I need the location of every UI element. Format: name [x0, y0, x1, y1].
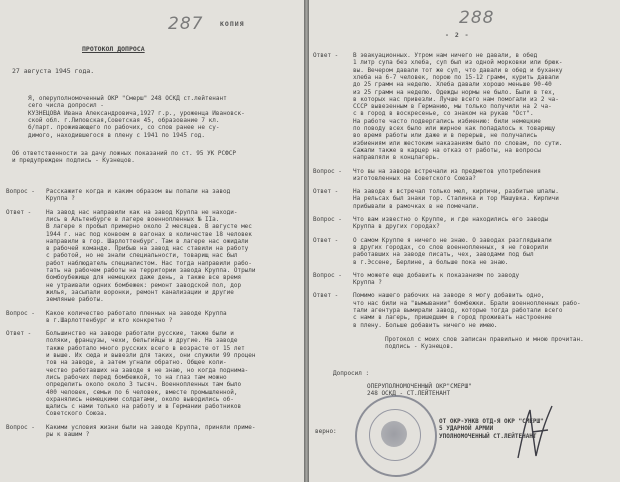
round-seal-icon — [355, 395, 437, 477]
intro-line: сего числа допросил - — [28, 102, 104, 110]
qa-right-line: Сажали также в карцер на отказ от работы, на вопросы — [353, 146, 541, 154]
qa-right-line: 1 литр супа без хлеба, суп был из одной морковки или брюк- — [353, 59, 563, 67]
qa-right-label: Ответ - — [313, 188, 339, 196]
qa-left-line: не утраивали одних бомбежек: ремонт заводской пол, дор — [46, 281, 242, 289]
qa-right-line: Что вам известно о Круппе, и где находились его заводы — [353, 216, 549, 223]
qa-left-line: определить около около 3 тысяч. Военнопленных там было — [46, 381, 242, 389]
qa-left-line: ры к вашим ? — [46, 431, 90, 438]
left-page — [0, 0, 304, 482]
qa-left-line: бомбоубежище для немецких даже день, а также все время — [46, 274, 242, 282]
qa-left-line: Какое количество работало пленных на заводе Круппа — [46, 309, 227, 317]
document-date: 27 августа 1945 года. — [12, 67, 95, 75]
qa-left-line: На завод нас направили как на завод Круппа не находи- — [46, 208, 238, 216]
verified-line: УПОЛНОМОЧЕННЫЙ СТ.ЛЕЙТЕНАНТ — [439, 432, 537, 440]
qa-left-line: жилья, засыпали воронки, ремонт канализации и другие — [46, 288, 234, 296]
warning-line: и предупрежден подпись - Кузнецов. — [12, 157, 135, 165]
copy-stamp: КОПИЯ — [220, 20, 245, 28]
qa-right-line: тали агентура вымирали завод, которые тогда работали всего — [353, 307, 563, 314]
qa-left-line: Советского Союза. — [46, 410, 108, 418]
qa-right-line: по поводу всех было или жирное как попадалось к товарищу — [353, 125, 556, 132]
qa-left-line: лись в Альтенбурге в лагере военнопленных № IIа. — [46, 215, 220, 223]
qa-right-line: с в город в воскресенье, со знаком на рукав "Ост". — [353, 110, 534, 118]
qa-left-line: работ наблюдатель специалистом. Нас тогда направили рабо- — [46, 259, 252, 267]
intro-line: б/парт. проживающего по рабочих, со слов ранее не су- — [28, 124, 220, 132]
qa-right-line: хлеба на 6-7 человек, порою по 15-12 грамм, курить давали — [353, 73, 559, 81]
document-title: ПРОТОКОЛ ДОПРОСА — [82, 45, 145, 53]
qa-left-line: поляки, французы, чехи, бельгийцы и другие. На заводе — [46, 337, 238, 345]
qa-right-line: во время работы или даже и в перерыв, не получались — [353, 132, 538, 140]
qa-left-line: земляные работы. — [46, 296, 104, 304]
qa-right-line: прибывали в рамочках в не помечали. — [353, 202, 480, 210]
qa-right-line: На заводе я встречал только мел, кирпичи, разбитые шпалы. — [353, 188, 559, 196]
qa-left-line: направили в гор. Шарлоттенбург. Там в лагере нас ожидали — [46, 237, 249, 245]
verified-line: ОТ ОКР-УНКВ ОТД-Я ОКР "СМЕРШ" — [439, 418, 544, 425]
qa-right-line: работавших на заводе писать, чех, заводами под был — [353, 251, 534, 259]
officer-line: 248 ОСКД - СТ.ЛЕЙТЕНАНТ — [367, 390, 451, 398]
qa-left-line: чество работавших на заводе я не знаю, но когда поднима- — [46, 366, 249, 374]
verified-line: 5 УДАРНОЙ АРМИИ — [439, 425, 494, 433]
intro-line: Я, оперуполномоченный ОКР "Смерш" 248 ОСКД ст.лейтенант — [28, 95, 227, 102]
qa-right-label: Вопрос - — [313, 167, 342, 175]
qa-left-line: 400 человек, семьи по 6 человек, вместе промышленной, — [46, 388, 238, 396]
qa-left-line: Круппа ? — [46, 195, 75, 203]
qa-left-line: лись рабочих перед бомбежкой, то на глаз там можно — [46, 373, 227, 381]
qa-left-line: охранялись немецкими солдатами, около выводились об- — [46, 395, 234, 403]
page-number-left: 287 — [168, 14, 204, 34]
qa-left-label: Ответ - — [6, 330, 32, 338]
qa-right-label: Ответ - — [313, 236, 339, 244]
qa-left-line: с работой, но не знали специальности, товарищ нас был — [46, 252, 238, 260]
questioned-label: Допросил : — [333, 370, 370, 377]
closing-line: подпись - Кузнецов. — [385, 343, 454, 351]
intro-line: димого, находившегося в плену с 1941 по 1945 год. — [28, 131, 206, 139]
page-number-right: 288 — [459, 8, 495, 28]
qa-right-line: в г.Эссене, Берлине, а больше пока не знаю. — [353, 258, 509, 266]
qa-right-line: Что можете еще добавить к показаниям по заводу — [353, 271, 520, 279]
qa-left-line: щались с нами только на работу и в Германии работников — [46, 403, 242, 411]
qa-right-line: из 25 грамм на неделю. Одежды нормы не было. Были в тех, — [353, 88, 556, 96]
qa-left-label: Вопрос - — [6, 423, 35, 431]
qa-right-line: Круппа ? — [353, 279, 382, 287]
qa-right-line: СССР вывезенным в Германию, мы только получили на 2 ча- — [353, 103, 552, 111]
qa-left-label: Вопрос - — [6, 188, 35, 195]
qa-left-line: 1944 г. нас под конвоем в вагонах в количестве 18 человек — [46, 230, 252, 238]
qa-right-line: На работе часто подвергались избиению: били немецкие — [353, 117, 541, 125]
qa-left-line: Большинство на заводе работали русские, также были и — [46, 330, 234, 338]
page-marker: - 2 - — [445, 31, 470, 39]
qa-right-label: Вопрос - — [313, 216, 342, 223]
qa-right-line: до 25 грамм на неделю. Хлеба давали хорошо меньше 90-40 — [353, 81, 552, 89]
qa-right-line: Что вы на заводе встречали из предметов употребления — [353, 167, 541, 175]
closing-line: Протокол с моих слов записан правильно и мною прочитан. — [385, 336, 584, 343]
warning-line: Об ответственности за дачу ложных показаний по ст. 95 УК РСФСР — [12, 150, 236, 157]
qa-left-line: В лагере я пробыл примерно около 2 месяцев. В августе мес — [46, 223, 252, 231]
qa-left-label: Ответ - — [6, 208, 32, 216]
qa-right-label: Ответ - — [313, 292, 339, 300]
qa-right-line: направляли в концлагерь. — [353, 154, 440, 162]
qa-left-line: в рабочей команде. Прибыв на завод нас ставили на работу — [46, 245, 249, 253]
qa-right-line: изготовленных на Советского Союза? — [353, 174, 476, 182]
qa-right-label: Вопрос - — [313, 271, 342, 279]
qa-right-line: Помимо нашего рабочих на заводе я могу добавить одно, — [353, 292, 545, 300]
qa-right-line: Круппа в других городах? — [353, 223, 440, 231]
qa-right-line: в плену. Больше добавить ничего не имею. — [353, 321, 498, 329]
qa-left-line: также работало много русских всего в возрасте от 15 лет — [46, 344, 245, 352]
qa-left-line: тать на рабочем работы на территории завода Круппа. Отрыли — [46, 267, 256, 274]
qa-right-line: что нас били на "вымывании" бомбежки. Брали военнопленных рабо- — [353, 299, 581, 307]
qa-right-line: На рельсах был знаки тор. Сталинка и тор Машувка. Кирпичи — [353, 195, 559, 203]
qa-right-line: в которых нас привезли. Лучше всего нам помогали из 2 ча- — [353, 95, 559, 103]
intro-line: ской обл. г.Липовская,Советская 45, образование 7 кл. — [28, 116, 220, 124]
qa-right-line: в других городах, со слов военнопленных, я не говорили — [353, 243, 549, 251]
qa-left-line: Какими условия жизни были на заводе Круппа, приняли приме- — [46, 423, 256, 431]
qa-right-line: с нами в лагерь, пришедшим в город проживать настроение — [353, 314, 552, 322]
qa-right-label: Ответ - — [313, 52, 339, 59]
qa-left-label: Вопрос - — [6, 309, 35, 317]
officer-line: ОПЕРУПОЛНОМОЧЕННЫЙ ОКР"СМЕРШ" — [367, 383, 472, 390]
qa-left-line: в г.Шарлоттенбург и кто конкретно ? — [46, 316, 173, 324]
qa-right-line: О самом Круппе я ничего не знаю. О заводах разглядывали — [353, 236, 552, 244]
qa-right-line: вы. Вечером давали тот же суп, что давали в обед и буханку — [353, 66, 563, 74]
intro-line: КУЗНЕЦОВА Ивана Александровича,1927 г.р., уроженца Ивановск- — [28, 109, 245, 117]
qa-left-line: тов на заводе, а затем угнали обратно. Общее коли- — [46, 359, 227, 367]
qa-left-line: и выше. Их сюда и вывезли для таких, они служили 99 процен — [46, 352, 256, 359]
qa-right-line: избиениям или жестоким наказаниям было по словам, по сути. — [353, 139, 563, 147]
qa-right-line: В эвакуационных. Утром нам ничего не давали, в обед — [353, 52, 538, 59]
signature-icon — [512, 398, 558, 468]
right-page — [309, 0, 620, 482]
qa-left-line: Расскажите когда и каким образом вы попали на завод — [46, 188, 231, 195]
verified-label: верно: — [315, 428, 337, 435]
